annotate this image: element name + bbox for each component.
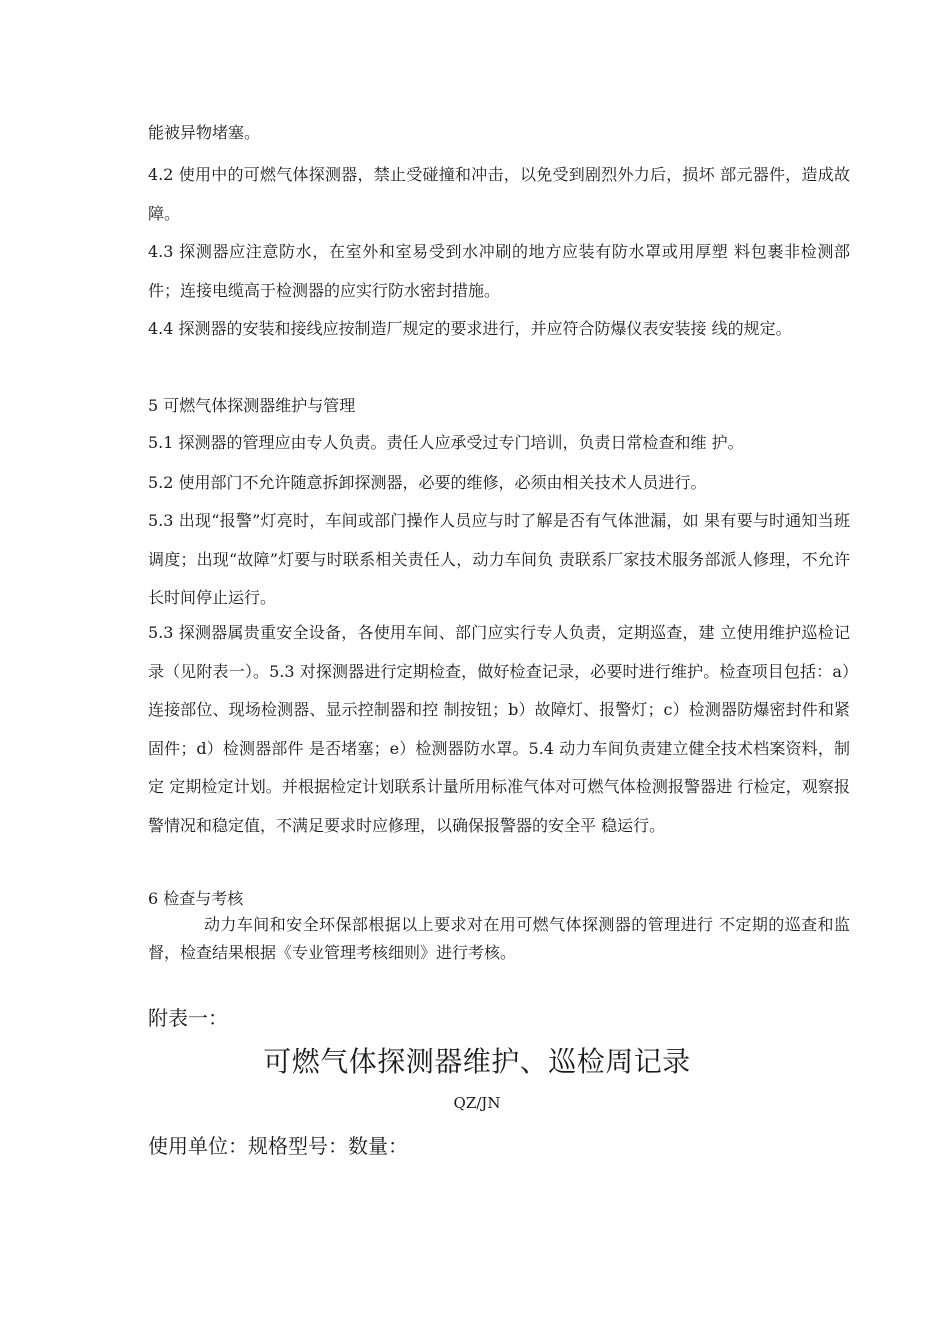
paragraph-continuation: 能被异物堵塞。: [148, 123, 261, 142]
record-title: 可燃气体探测器维护、巡检周记录: [263, 1045, 691, 1078]
annex-label: 附表一：: [148, 1006, 228, 1030]
record-fields: 使用单位：规格型号：数量：: [148, 1134, 408, 1158]
paragraph-5-1: 5.1 探测器的管理应由专人负责。责任人应承受过专门培训，负责日常检查和维 护。: [148, 433, 744, 452]
paragraph-5-2: 5.2 使用部门不允许随意拆卸探测器，必要的维修，必须由相关技术人员进行。: [148, 473, 707, 492]
section-heading-6: 6 检查与考核: [148, 889, 244, 908]
paragraph-6-body: 动力车间和安全环保部根据以上要求对在用可燃气体探测器的管理进行 不定期的巡查和监督，检查结果根据《专业管理考核细则》进行考核。: [148, 915, 850, 962]
paragraph-4-4: 4.4 探测器的安装和接线应按制造厂规定的要求进行，并应符合防爆仪表安装接 线的规定。: [148, 319, 792, 338]
section-heading-5: 5 可燃气体探测器维护与管理: [148, 396, 356, 415]
record-code: QZ/JN: [453, 1094, 501, 1112]
paragraph-4-3: 4.3 探测器应注意防水，在室外和室易受到水冲刷的地方应装有防水罩或用厚塑 料包裹非检测部件；连接电缆高于检测器的应实行防水密封措施。: [148, 242, 850, 300]
paragraph-5-3-inspection: 5.3 探测器属贵重安全设备，各使用车间、部门应实行专人负责，定期巡查，建 立使用维护巡检记录（见附表一）。5.3 对探测器进行定期检查，做好检查记录，必要时进行维护。检查项目包括：a）连接部位、现场检测器、显示控制器和控 制按钮；b）故障灯、报警灯；c）检测器防爆密封件和紧固件；d）检测器部件 是否堵塞；e）检测器防水罩。5.4 动力车间负责建立健全技术档案资料，制定 定期检定计划。并根据检定计划联系计量所用标准气体对可燃气体检测报警器进 行检定，观察报警情况和稳定值，不满足要求时应修理，以确保报警器的安全平 稳运行。: [148, 623, 850, 835]
paragraph-5-3-alarm: 5.3 出现“报警”灯亮时，车间或部门操作人员应与时了解是否有气体泄漏，如 果有要与时通知当班调度；出现“故障”灯要与时联系相关责任人，动力车间负 责联系厂家技术服务部派人修理，不允许长时间停止运行。: [148, 511, 850, 607]
paragraph-4-2: 4.2 使用中的可燃气体探测器，禁止受碰撞和冲击，以免受到剧烈外力后，损坏 部元器件，造成故障。: [148, 165, 850, 223]
